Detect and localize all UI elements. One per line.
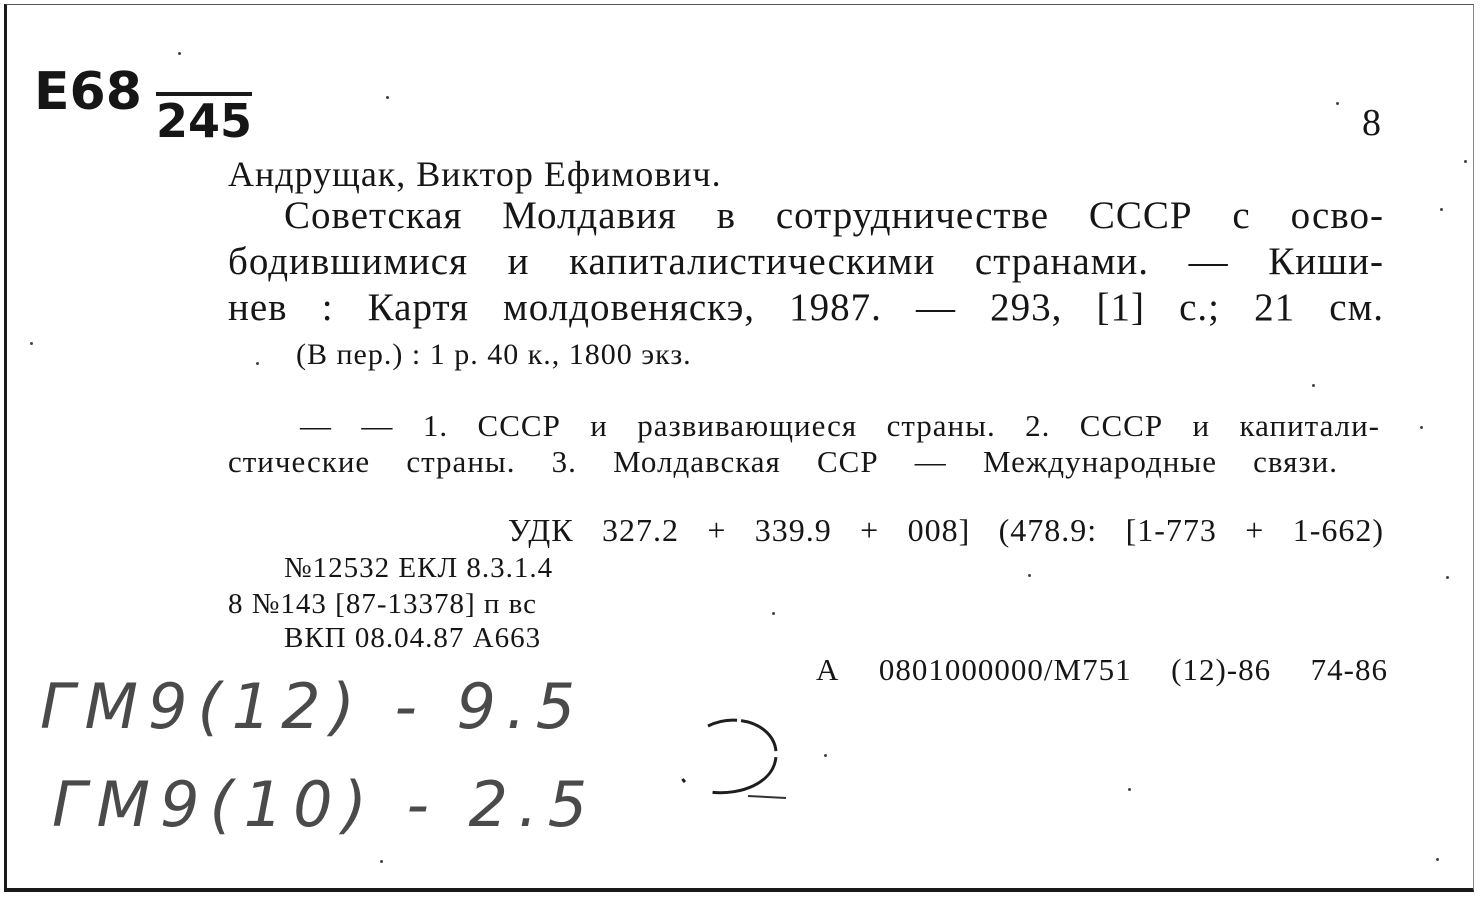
- scan-speck: [1312, 384, 1315, 387]
- scan-speck: [1028, 574, 1031, 577]
- udc-line: УДК 327.2 + 339.9 + 008] (478.9: [1-773 + 1-662): [508, 512, 1384, 548]
- shelf-mark-number: 245: [156, 94, 253, 148]
- scan-speck: [30, 342, 33, 345]
- title-line-2: бодившимися и капиталистическими странами. — Киши-: [228, 240, 1384, 283]
- binding-price: (В пер.) : 1 р. 40 к., 1800 экз.: [296, 338, 692, 371]
- scan-speck: [1436, 858, 1439, 861]
- scan-speck: [1446, 576, 1449, 579]
- scan-speck: [1464, 160, 1467, 163]
- scan-speck: [1336, 102, 1339, 105]
- catalog-line-2: 8 №143 [87-13378] п вс: [228, 588, 538, 620]
- scan-speck: [824, 754, 827, 757]
- scan-speck: [1128, 788, 1131, 791]
- pencil-circle-mark: [668, 706, 808, 806]
- catalog-line-3: ВКП 08.04.87 А663: [284, 622, 542, 654]
- scan-speck: [380, 860, 383, 863]
- scan-speck: [772, 612, 775, 615]
- isbn-code: А 0801000000/М751 (12)-86 74-86: [816, 652, 1388, 687]
- catalog-line-1: №12532 ЕКЛ 8.3.1.4: [284, 552, 554, 584]
- card-number: 8: [1362, 102, 1381, 144]
- title-line-1: Советская Молдавия в сотрудничестве СССР с осво-: [284, 194, 1384, 237]
- scan-speck: [256, 362, 259, 365]
- scan-speck: [1440, 208, 1443, 211]
- subject-line-1: — — 1. СССР и развивающиеся страны. 2. СССР и капитали-: [300, 408, 1380, 443]
- handwritten-note-2: ГМ9(10) - 2.5: [52, 768, 598, 841]
- title-line-3: нев : Картя молдовеняскэ, 1987. — 293, [1] с.; 21 см.: [228, 286, 1384, 329]
- shelf-mark-code: Е68: [34, 62, 142, 122]
- author: Андрущак, Виктор Ефимович.: [228, 154, 722, 194]
- scan-speck: [178, 52, 181, 55]
- scan-speck: [1420, 426, 1423, 429]
- scan-speck: [386, 96, 389, 99]
- subject-line-2: стические страны. 3. Молдавская ССР — Международные связи.: [228, 444, 1338, 479]
- handwritten-note-1: ГМ9(12) - 9.5: [40, 670, 586, 743]
